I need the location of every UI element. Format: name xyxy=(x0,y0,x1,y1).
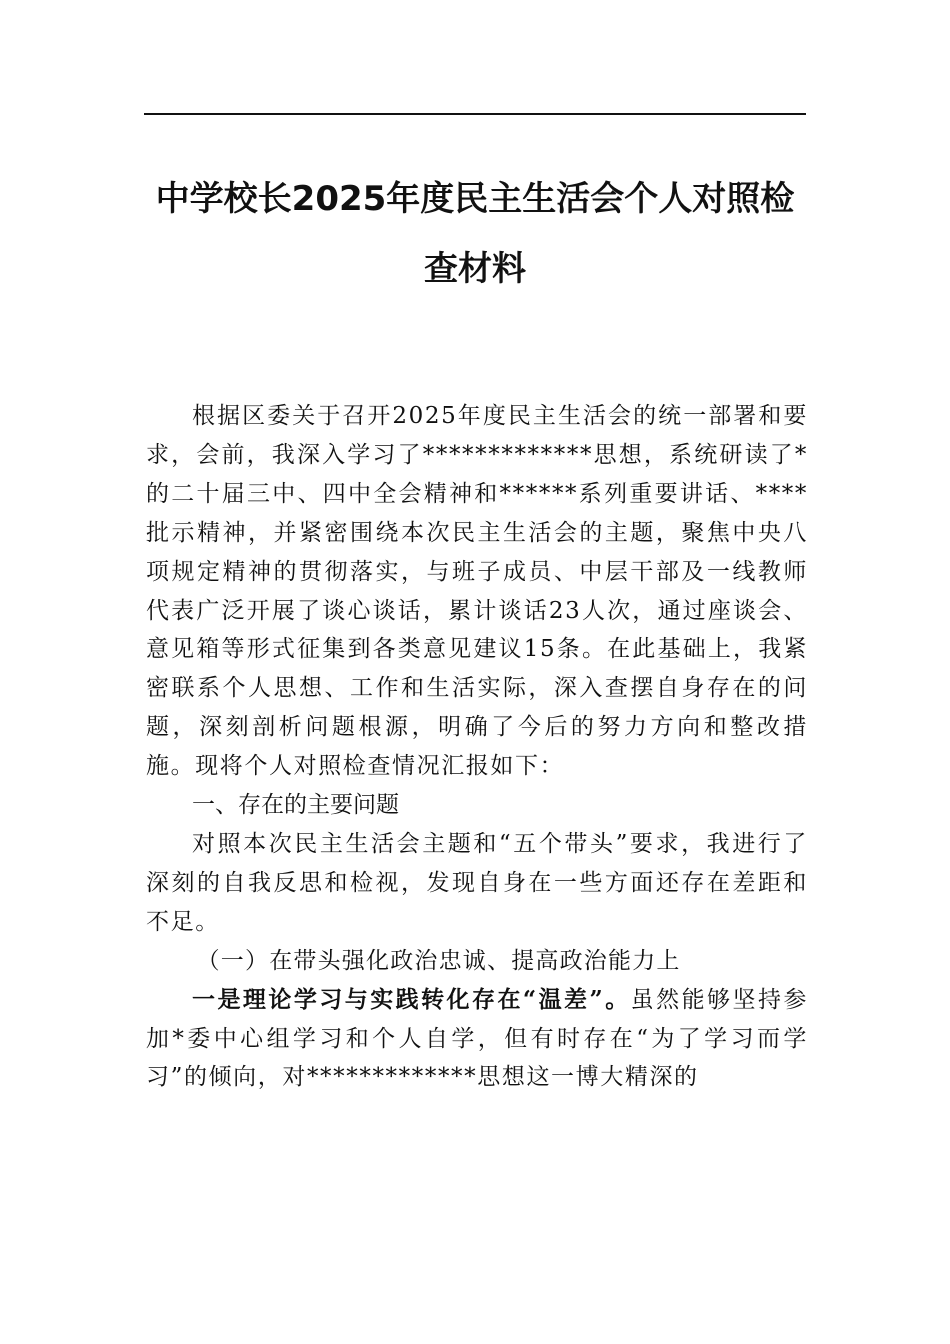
title-line-1: 中学校长2025年度民主生活会个人对照检 xyxy=(155,179,795,219)
document-title xyxy=(144,164,806,304)
title-line-2: 查材料 xyxy=(424,249,526,289)
intro-paragraph: 根据区委关于召开2025年度民主生活会的统一部署和要求，会前，我深入学习了*************思想，系统研读了*的二十届三中、四中全会精神和******系列重要讲话、****批示精神，并紧密围绕本次民主生活会的主题，聚焦中央八项规定精神的贯彻落实，与班子成员、中层干部及一线教师代表广泛开展了谈心谈话，累计谈话23人次，通过座谈会、意见箱等形式征集到各类意见建议15条。在此基础上，我紧密联系个人思想、工作和生活实际，深入查摆自身存在的问题，深刻剖析问题根源，明确了今后的努力方向和整改措施。现将个人对照检查情况汇报如下： xyxy=(146,403,808,780)
document-body xyxy=(146,397,808,1097)
header-rule xyxy=(144,113,806,115)
section-intro-paragraph: 对照本次民主生活会主题和“五个带头”要求，我进行了深刻的自我反思和检视，发现自身在一些方面还存在差距和不足。 xyxy=(146,830,808,935)
subsection-heading: （一）在带头强化政治忠诚、提高政治能力上 xyxy=(196,947,681,974)
point-lead: 一是理论学习与实践转化存在“温差”。 xyxy=(192,985,631,1013)
point-paragraph xyxy=(146,981,808,1098)
point-text: 虽然能够坚持参加*委中心组学习和个人自学，但有时存在“为了学习而学习”的倾向，对*************思想这一博大精深的 xyxy=(146,986,809,1091)
section-heading: 一、存在的主要问题 xyxy=(192,792,399,819)
